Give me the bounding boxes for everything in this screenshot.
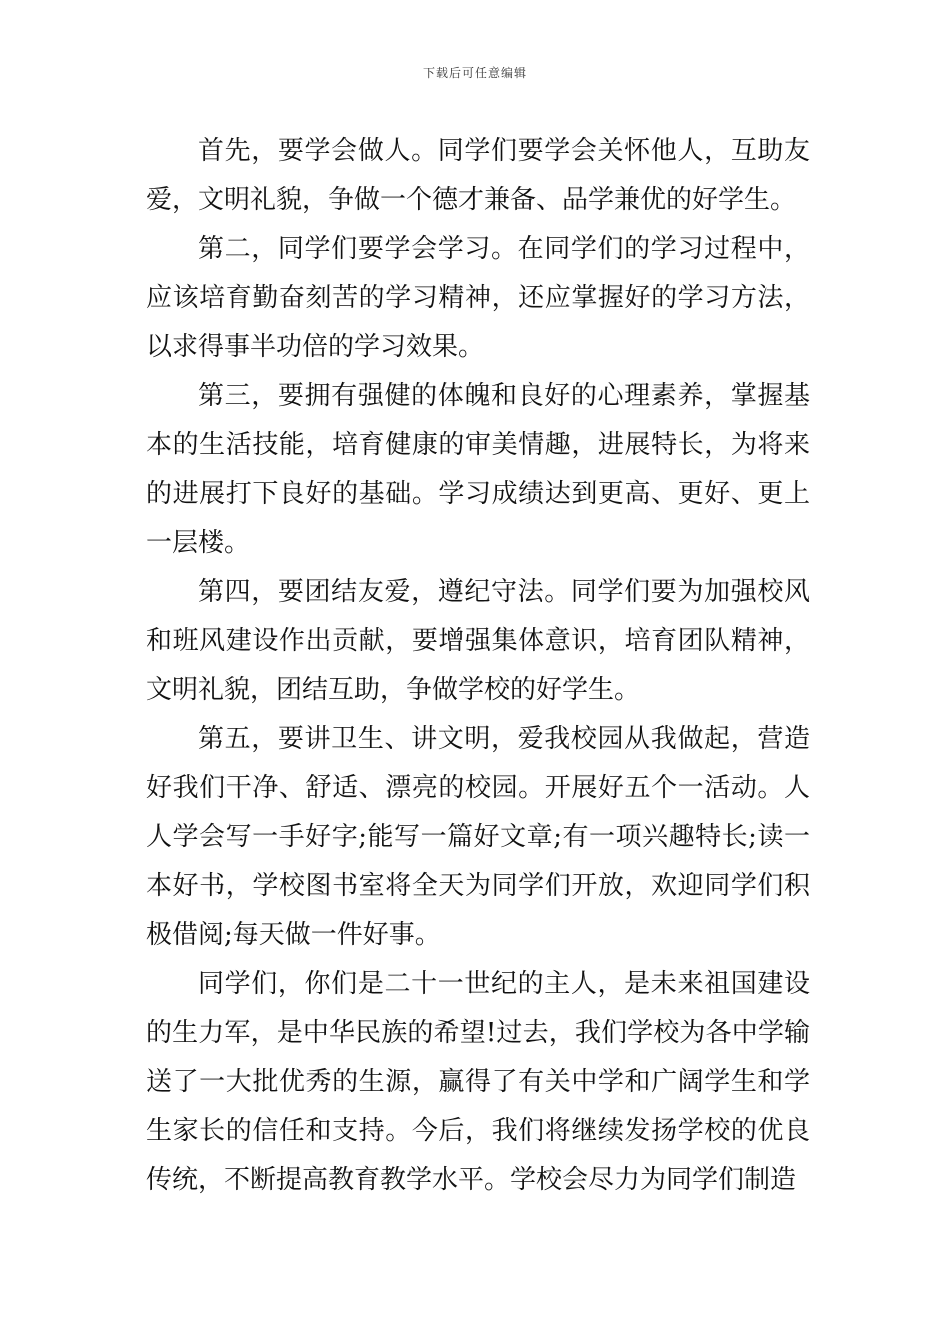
paragraph-2: 第二，同学们要学会学习。在同学们的学习过程中，应该培育勤奋刻苦的学习精神，还应掌握好的学习方法，以求得事半功倍的学习效果。 [146, 234, 810, 362]
page-header: 下载后可任意编辑 [422, 66, 527, 80]
paragraph-6: 同学们，你们是二十一世纪的主人，是未来祖国建设的生力军，是中华民族的希望!过去，我们学校为各中学输送了一大批优秀的生源，赢得了有关中学和广阔学生和学生家长的信任和支持。今后，我们将继续发扬学校的优良传统，不断提高教育教学水平。学校会尽力为同学们制造 [146, 969, 810, 1195]
document-body [146, 127, 810, 1205]
paragraph-3: 第三，要拥有强健的体魄和良好的心理素养，掌握基本的生活技能，培育健康的审美情趣，进展特长，为将来的进展打下良好的基础。学习成绩达到更高、更好、更上一层楼。 [146, 381, 810, 558]
paragraph-4: 第四，要团结友爱，遵纪守法。同学们要为加强校风和班风建设作出贡献，要增强集体意识，培育团队精神，文明礼貌，团结互助，争做学校的好学生。 [146, 577, 810, 705]
paragraph-1: 首先，要学会做人。同学们要学会关怀他人，互助友爱，文明礼貌，争做一个德才兼备、品学兼优的好学生。 [146, 136, 810, 215]
paragraph-5: 第五，要讲卫生、讲文明，爱我校园从我做起，营造好我们干净、舒适、漂亮的校园。开展好五个一活动。人人学会写一手好字;能写一篇好文章;有一项兴趣特长;读一本好书，学校图书室将全天为同学们开放，欢迎同学们积极借阅;每天做一件好事。 [146, 724, 810, 950]
